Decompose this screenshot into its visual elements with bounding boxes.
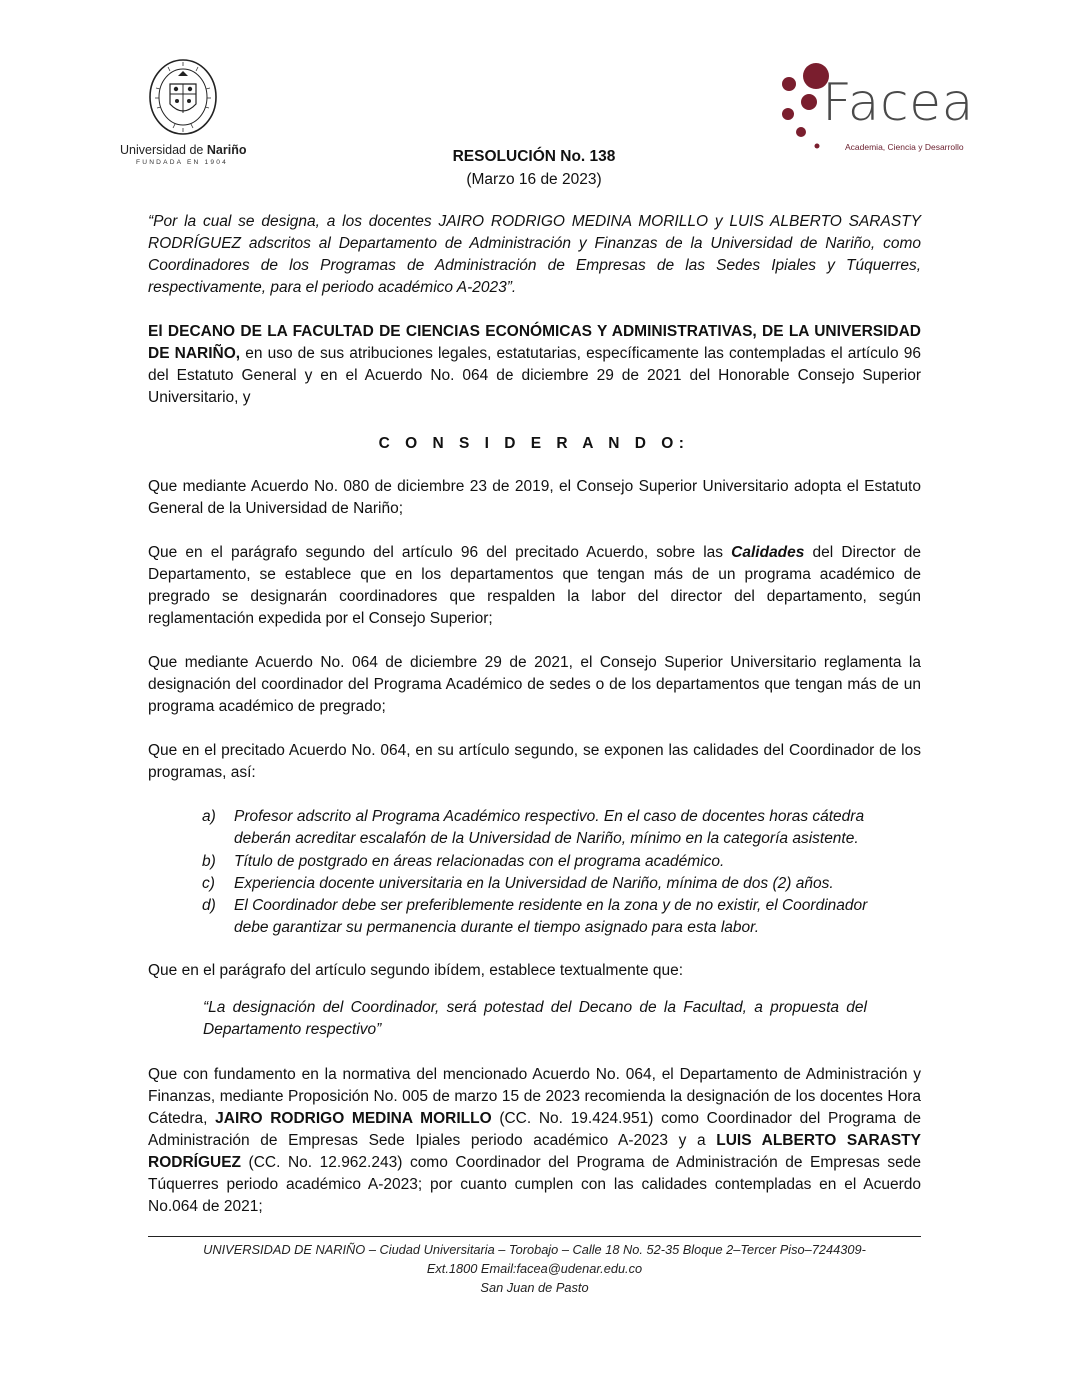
considerando-heading: C O N S I D E R A N D O:	[378, 435, 690, 452]
consideration-5: Que en el parágrafo del artículo segundo ibídem, establece textualmente que:	[148, 962, 684, 979]
authority-rest: en uso de sus atribuciones legales, estatutarias, específicamente las contempladas el artículo 96 del Estatuto General y en el Acuerdo No. 064 de diciembre 29 de 2021 del Honorable Consejo Superior Universitario, y	[148, 345, 921, 406]
quoted-text: “La designación del Coordinador, será potestad del Decano de la Facultad, a propuesta del Departamento respectivo”	[203, 999, 867, 1038]
facea-logo	[775, 60, 990, 158]
list-item: d) El Coordinador debe ser preferiblemente residente en la zona y de no existir, el Coordinador debe garantizar su permanencia durante el tiempo asignado para esta labor.	[202, 897, 868, 937]
facea-wordmark: Facea	[822, 73, 974, 133]
footer-address: UNIVERSIDAD DE NARIÑO – Ciudad Universitaria – Torobajo – Calle 18 No. 52-35 Bloque 2–Tercer Piso–7244309-	[203, 1242, 866, 1257]
consideration-6: Que con fundamento en la normativa del mencionado Acuerdo No. 064, el Departamento de Administración y Finanzas, mediante Proposición No. 005 de marzo 15 de 2023 recomienda la designación de los docentes Hora Cátedra, JAIRO RODRIGO MEDINA MORILLO (CC. No. 19.424.951) como Coordinador del Programa de Administración de Empresas Sede Ipiales periodo académico A-2023 y a LUIS ALBERTO SARASTY RODRÍGUEZ (CC. No. 12.962.243) como Coordinador del Programa de Administración de Empresas sede Túquerres periodo académico A-2023; por cuanto cumplen con las calidades contempladas en el Acuerdo No.064 de 2021;	[148, 1066, 921, 1215]
list-item: a) Profesor adscrito al Programa Académico respectivo. En el caso de docentes horas cátedra deberán acreditar escalafón de la Universidad de Nariño, mínimo en la categoría asistente.	[202, 808, 865, 848]
consideration-3: Que mediante Acuerdo No. 064 de diciembre 29 de 2021, el Consejo Superior Universitario reglamenta la designación del coordinador del Programa Académico de sedes o de los departamentos que tengan más de un programa académico de pregrado;	[148, 654, 921, 715]
facea-tagline: Academia, Ciencia y Desarrollo	[845, 142, 964, 152]
footer-divider	[148, 1236, 921, 1237]
preamble: “Por la cual se designa, a los docentes JAIRO RODRIGO MEDINA MORILLO y LUIS ALBERTO SARASTY RODRÍGUEZ adscritos al Departamento de Administración y Finanzas de la Universidad de Nariño, como Coordinadores de los Programas de Administración de Empresas de las Sedes Ipiales y Túquerres, respectivamente, para el periodo académico A-2023”.	[148, 213, 921, 296]
list-item: b) Título de postgrado en áreas relacionadas con el programa académico.	[202, 852, 725, 870]
university-seal-icon	[148, 58, 218, 136]
footer-city: San Juan de Pasto	[480, 1280, 589, 1295]
authority-bold: El DECANO DE LA FACULTAD DE CIENCIAS ECONÓMICAS Y ADMINISTRATIVAS, DE LA UNIVERSIDAD DE NARIÑO,	[148, 323, 921, 362]
consideration-2: Que en el parágrafo segundo del artículo 96 del precitado Acuerdo, sobre las Calidades del Director de Departamento, se establece que en los departamentos que tengan más de un programa académico de pregrado se designarán coordinadores que respalden la labor del director del departamento, según reglamentación expedida por el Consejo Superior;	[148, 544, 921, 627]
resolution-date: (Marzo 16 de 2023)	[466, 171, 602, 188]
consideration-1: Que mediante Acuerdo No. 080 de diciembre 23 de 2019, el Consejo Superior Universitario adopta el Estatuto General de la Universidad de Nariño;	[148, 478, 921, 517]
list-item: c) Experiencia docente universitaria en la Universidad de Nariño, mínima de dos (2) años.	[202, 874, 834, 892]
footer-contact: Ext.1800 Email:facea@udenar.edu.co	[426, 1261, 643, 1276]
university-name: Universidad de Nariño	[120, 143, 247, 157]
consideration-4: Que en el precitado Acuerdo No. 064, en su artículo segundo, se exponen las calidades del Coordinador de los programas, así:	[148, 742, 921, 781]
university-founded: FUNDADA EN 1904	[136, 159, 228, 166]
resolution-title: RESOLUCIÓN No. 138	[452, 148, 616, 165]
authority-paragraph	[148, 321, 921, 409]
requirements-list	[200, 806, 890, 940]
